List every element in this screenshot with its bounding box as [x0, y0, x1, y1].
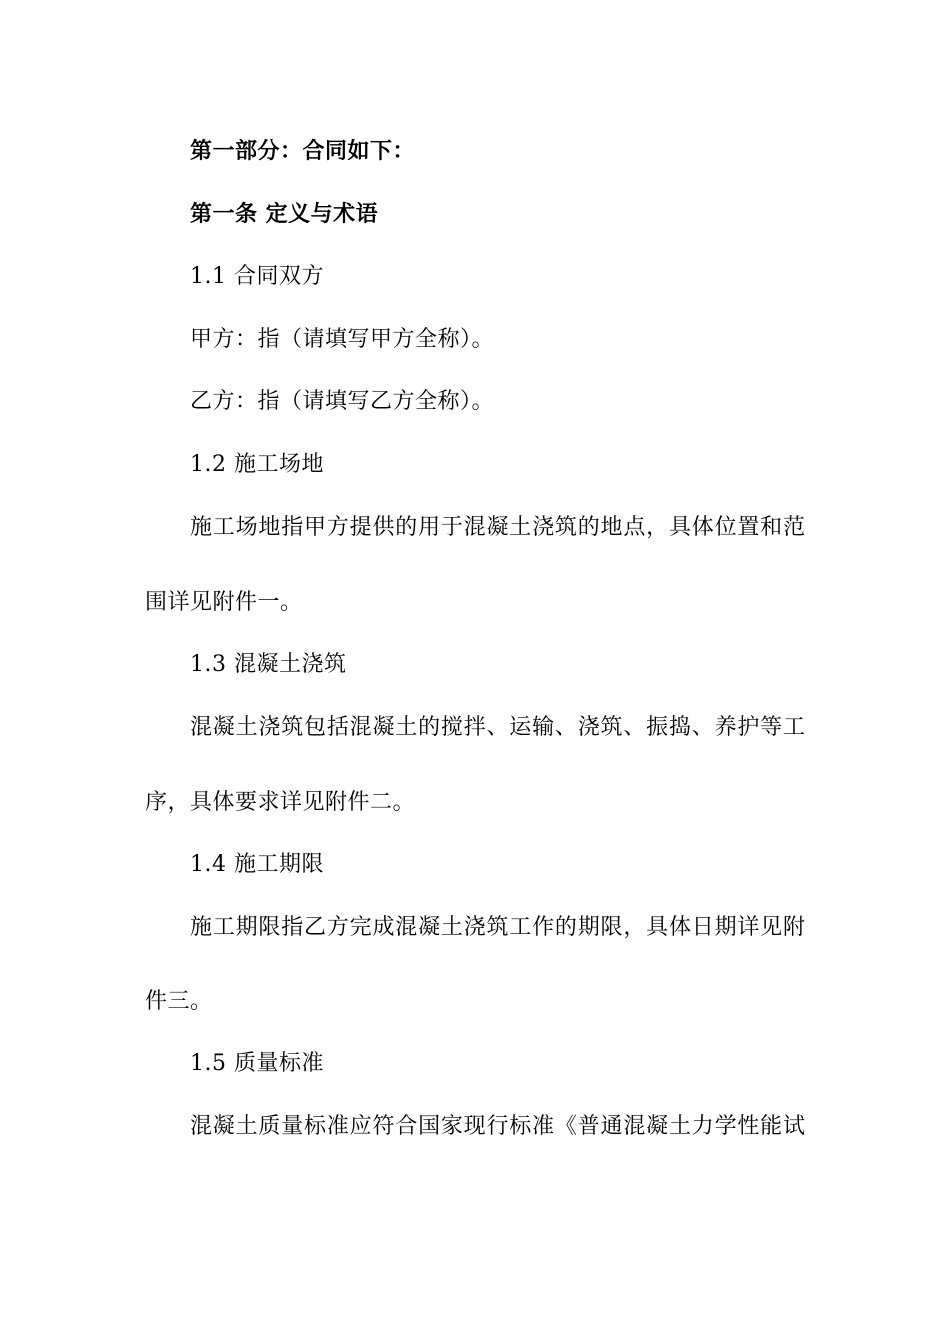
section-1-4-title: 1.4 施工期限	[190, 852, 324, 877]
section-1-4-paragraph-line-1: 施工期限指乙方完成混凝土浇筑工作的期限，具体日期详见附	[190, 915, 805, 940]
section-1-3-title: 1.3 混凝土浇筑	[190, 652, 347, 677]
section-1-1-title: 1.1 合同双方	[190, 264, 324, 289]
section-1-2-paragraph-line-2: 围详见附件一。	[145, 590, 303, 615]
section-1-5-paragraph-line-1: 混凝土质量标准应符合国家现行标准《普通混凝土力学性能试	[190, 1114, 805, 1139]
section-1-2-title: 1.2 施工场地	[190, 452, 324, 477]
section-1-3-paragraph-line-2: 序，具体要求详见附件二。	[145, 790, 416, 815]
section-1-2-paragraph-line-1: 施工场地指甲方提供的用于混凝土浇筑的地点，具体位置和范	[190, 515, 805, 540]
party-a-definition: 甲方：指（请填写甲方全称）。	[190, 327, 495, 352]
section-1-4-paragraph-line-2: 件三。	[145, 989, 213, 1014]
part-heading: 第一部分：合同如下：	[190, 139, 416, 164]
section-1-3-paragraph-line-1: 混凝土浇筑包括混凝土的搅拌、运输、浇筑、振捣、养护等工	[190, 715, 805, 740]
article-heading: 第一条 定义与术语	[190, 202, 379, 227]
section-1-5-title: 1.5 质量标准	[190, 1051, 324, 1076]
party-b-definition: 乙方：指（请填写乙方全称）。	[190, 389, 495, 414]
